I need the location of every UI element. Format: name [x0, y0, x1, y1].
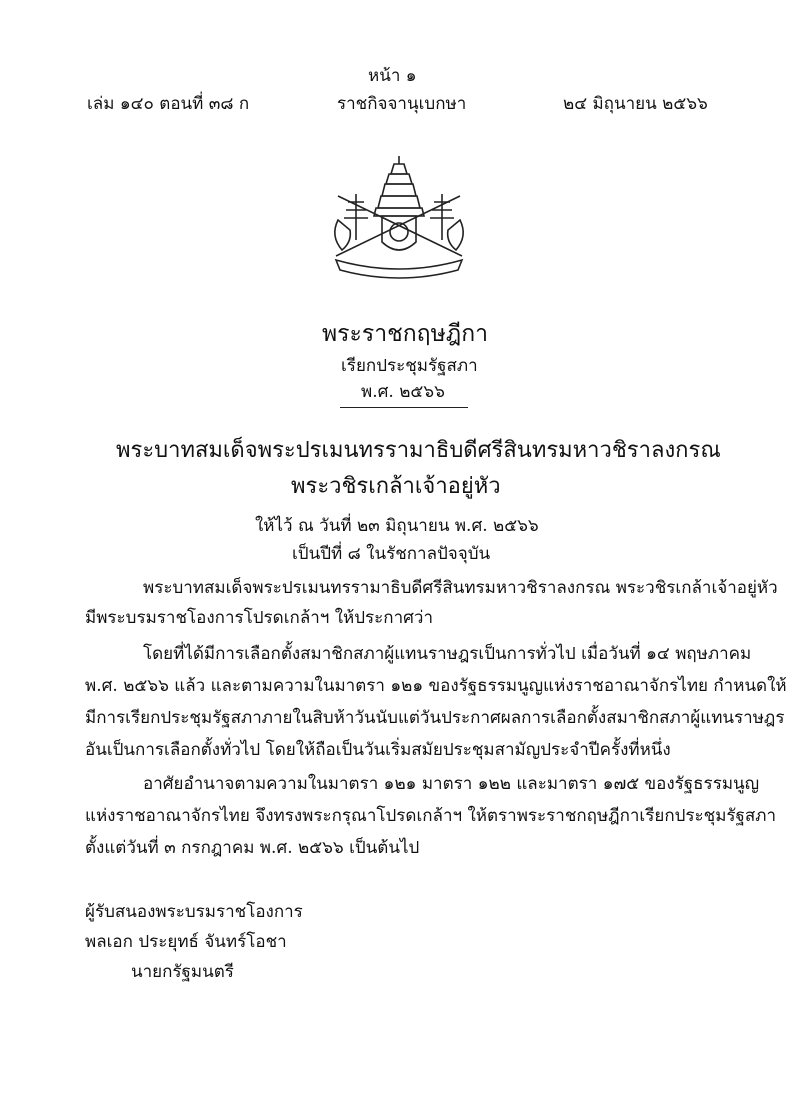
decree-title: พระราชกฤษฎีกา — [322, 321, 489, 347]
paragraph-1-line-2: มีพระบรมราชโองการโปรดเกล้าฯ ให้ประกาศว่า — [85, 608, 434, 628]
signatory-name: พลเอก ประยุทธ์ จันทร์โอชา — [85, 932, 287, 952]
royal-emblem-icon — [316, 150, 482, 280]
gazette-name: ราชกิจจานุเบกษา — [337, 94, 467, 114]
decree-subject: เรียกประชุมรัฐสภา — [341, 356, 478, 376]
paragraph-2-line-1: โดยที่ได้มีการเลือกตั้งสมาชิกสภาผู้แทนราษฎรเป็นการทั่วไป เมื่อวันที่ ๑๔ พฤษภาคม — [143, 644, 752, 664]
king-name-line1: พระบาทสมเด็จพระปรเมนทรรามาธิบดีศรีสินทรมหาวชิราลงกรณ — [116, 438, 721, 463]
title-divider — [340, 407, 468, 408]
countersign-label: ผู้รับสนองพระบรมราชโองการ — [85, 902, 303, 922]
paragraph-2-line-2: พ.ศ. ๒๕๖๖ แล้ว และตามความในมาตรา ๑๒๑ ของรัฐธรรมนูญแห่งราชอาณาจักรไทย กำหนดให้ — [85, 676, 787, 696]
gazette-volume: เล่ม ๑๔๐ ตอนที่ ๓๘ ก — [87, 94, 250, 114]
decree-year: พ.ศ. ๒๕๖๖ — [361, 382, 445, 402]
paragraph-3-line-1: อาศัยอำนาจตามความในมาตรา ๑๒๑ มาตรา ๑๒๒ และมาตรา ๑๗๕ ของรัฐธรรมนูญ — [143, 774, 760, 794]
reign-year: เป็นปีที่ ๘ ในรัชกาลปัจจุบัน — [292, 544, 491, 564]
page-number: หน้า ๑ — [368, 66, 417, 86]
signatory-position: นายกรัฐมนตรี — [131, 962, 234, 982]
paragraph-3-line-2: แห่งราชอาณาจักรไทย จึงทรงพระกรุณาโปรดเกล้าฯ ให้ตราพระราชกฤษฎีกาเรียกประชุมรัฐสภา — [85, 806, 777, 826]
paragraph-2-line-3: มีการเรียกประชุมรัฐสภาภายในสิบห้าวันนับแต่วันประกาศผลการเลือกตั้งสมาชิกสภาผู้แทนราษฎร — [85, 708, 785, 728]
given-date: ให้ไว้ ณ วันที่ ๒๓ มิถุนายน พ.ศ. ๒๕๖๖ — [255, 516, 539, 536]
paragraph-2-line-4: อันเป็นการเลือกตั้งทั่วไป โดยให้ถือเป็นวันเริ่มสมัยประชุมสามัญประจำปีครั้งที่หนึ่ง — [85, 740, 671, 760]
paragraph-3-line-3: ตั้งแต่วันที่ ๓ กรกฎาคม พ.ศ. ๒๕๖๖ เป็นต้นไป — [85, 838, 420, 858]
king-name-line2: พระวชิรเกล้าเจ้าอยู่หัว — [291, 474, 501, 499]
gazette-date: ๒๔ มิถุนายน ๒๕๖๖ — [563, 94, 708, 114]
paragraph-1-line-1: พระบาทสมเด็จพระปรเมนทรรามาธิบดีศรีสินทรมหาวชิราลงกรณ พระวชิรเกล้าเจ้าอยู่หัว — [143, 578, 778, 598]
